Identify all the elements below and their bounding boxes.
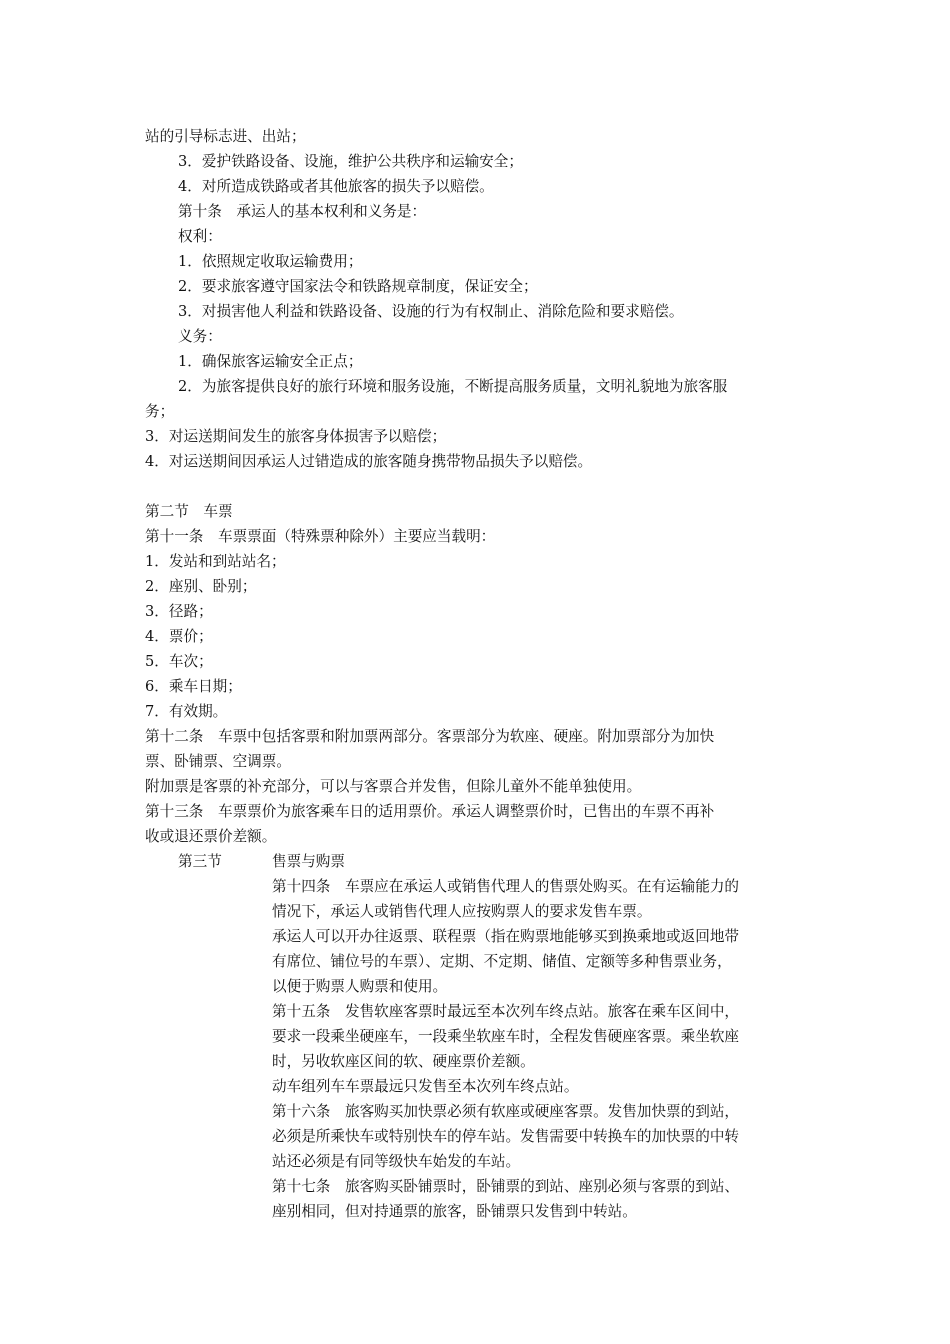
text-line: 站的引导标志进、出站； [145,128,306,145]
text-line: 1．确保旅客运输安全正点； [178,353,363,370]
text-line: 6．乘车日期； [145,678,242,695]
text-line: 站还必须是有同等级快车始发的车站。 [272,1153,521,1170]
text-line: 时，另收软座区间的软、硬座票价差额。 [272,1053,535,1070]
text-line: 票、卧铺票、空调票。 [145,753,291,770]
text-line: 承运人可以开办往返票、联程票（指在购票地能够买到换乘地或返回地带 [272,928,740,945]
text-line: 第十七条 旅客购买卧铺票时，卧铺票的到站、座别必须与客票的到站、 [272,1178,740,1195]
text-line: 动车组列车车票最远只发售至本次列车终点站。 [272,1078,579,1095]
text-line: 第十五条 发售软座客票时最远至本次列车终点站。旅客在乘车区间中， [272,1003,740,1020]
text-line: 以便于购票人购票和使用。 [272,978,448,995]
text-line: 7．有效期。 [145,703,228,720]
section-heading-title: 售票与购票 [272,853,345,870]
text-line: 3．爱护铁路设备、设施，维护公共秩序和运输安全； [178,153,523,170]
section-heading: 第二节 车票 [145,503,233,520]
text-line: 必须是所乘快车或特别快车的停车站。发售需要中转换车的加快票的中转 [272,1128,740,1145]
text-line: 附加票是客票的补充部分，可以与客票合并发售，但除儿童外不能单独使用。 [145,778,642,795]
text-line: 第十六条 旅客购买加快票必须有软座或硬座客票。发售加快票的到站， [272,1103,740,1120]
text-line: 3．对损害他人利益和铁路设备、设施的行为有权制止、消除危险和要求赔偿。 [178,303,684,320]
text-line: 1．依照规定收取运输费用； [178,253,363,270]
text-line: 权利： [178,228,222,245]
text-line: 座别相同，但对持通票的旅客，卧铺票只发售到中转站。 [272,1203,637,1220]
text-line: 2．要求旅客遵守国家法令和铁路规章制度，保证安全； [178,278,538,295]
text-line: 第十三条 车票票价为旅客乘车日的适用票价。承运人调整票价时，已售出的车票不再补 [145,803,715,820]
section-article-heading: 第十条 承运人的基本权利和义务是： [178,203,427,220]
text-line: 有席位、铺位号的车票）、定期、不定期、储值、定额等多种售票业务， [272,953,732,970]
text-line: 要求一段乘坐硬座车，一段乘坐软座车时，全程发售硬座客票。乘坐软座 [272,1028,740,1045]
text-line: 4．对运送期间因承运人过错造成的旅客随身携带物品损失予以赔偿。 [145,453,593,470]
text-line: 4．票价； [145,628,213,645]
text-line: 第十二条 车票中包括客票和附加票两部分。客票部分为软座、硬座。附加票部分为加快 [145,728,715,745]
text-line: 3．对运送期间发生的旅客身体损害予以赔偿； [145,428,447,445]
section-heading-number: 第三节 [178,853,222,870]
text-line: 义务： [178,328,222,345]
text-line: 5．车次； [145,653,213,670]
text-line: 3．径路； [145,603,213,620]
section-article-heading: 第十一条 车票票面（特殊票种除外）主要应当载明： [145,528,496,545]
text-line: 务； [145,403,175,420]
text-line: 第十四条 车票应在承运人或销售代理人的售票处购买。在有运输能力的 [272,878,740,895]
text-line: 情况下，承运人或销售代理人应按购票人的要求发售车票。 [272,903,652,920]
text-line: 收或退还票价差额。 [145,828,277,845]
text-line: 2．座别、卧别； [145,578,257,595]
text-line: 2．为旅客提供良好的旅行环境和服务设施，不断提高服务质量，文明礼貌地为旅客服 [178,378,728,395]
text-line: 1．发站和到站站名； [145,553,286,570]
text-line: 4．对所造成铁路或者其他旅客的损失予以赔偿。 [178,178,494,195]
